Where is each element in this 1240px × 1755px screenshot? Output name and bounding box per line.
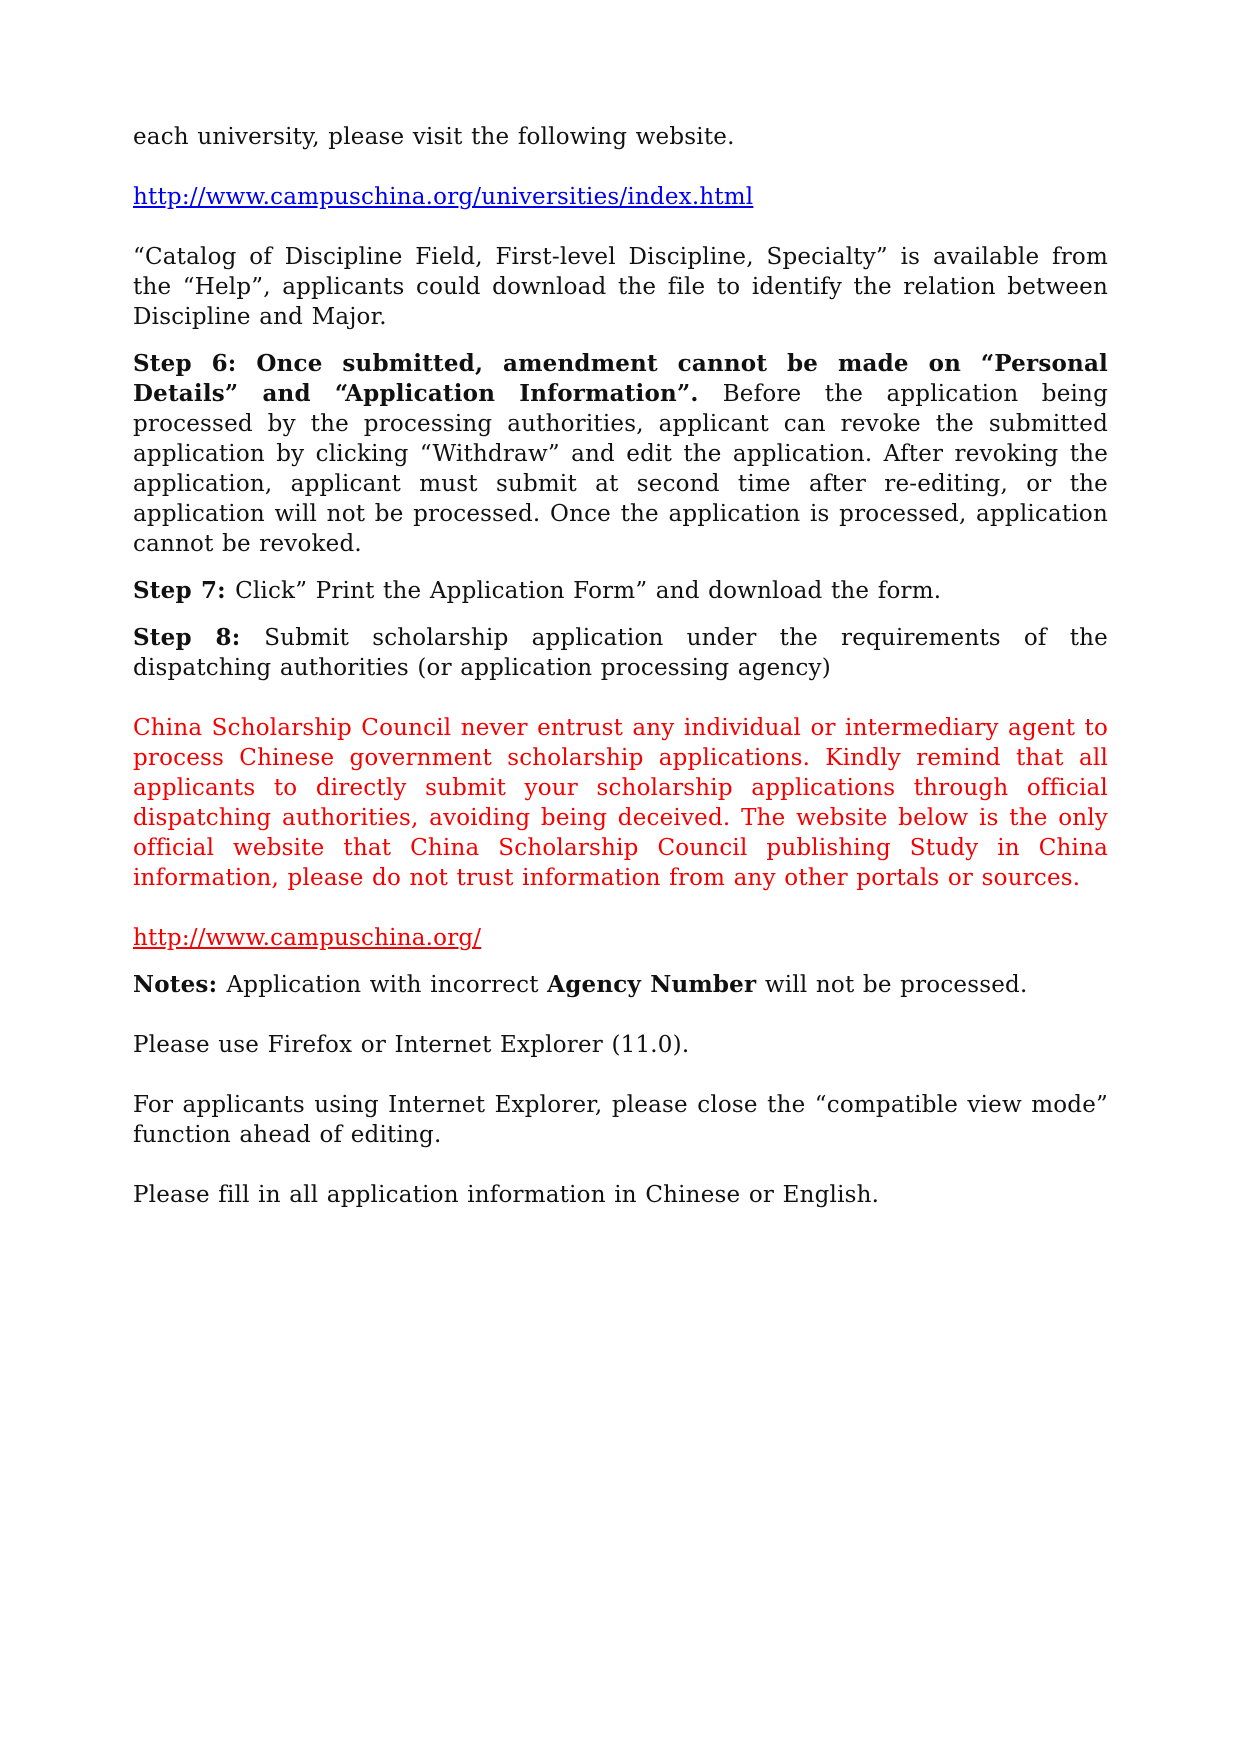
step8-heading: Step 8: [133,624,265,651]
paragraph-step7 [133,576,1108,606]
link-campuschina[interactable]: http://www.campuschina.org/ [133,925,482,951]
paragraph-warning-red: China Scholarship Council never entrust any individual or intermediary agent to process Chinese government scholarship applications. Kindly remind that all applicants to directly submit your scholarship applications through official dispatching authorities, avoiding being deceived. The website below is the only official website that China Scholarship Council publishing Study in China information, please do not trust information from any other portals or sources. [133,715,1108,891]
notes-body-2: will not be processed. [756,972,1028,998]
paragraph-ie-mode: For applicants using Internet Explorer, please close the “compatible view mode” function ahead of editing. [133,1092,1108,1148]
step7-heading: Step 7: [133,577,236,604]
paragraph-step8 [133,623,1108,683]
link-universities-index[interactable]: http://www.campuschina.org/universities/index.html [133,184,754,210]
paragraph-language: Please fill in all application information in Chinese or English. [133,1182,880,1208]
step6-body: Before the application being processed by the processing authorities, applicant can revoke the submitted application by clicking “Withdraw” and edit the application. After revoking the application, applicant must submit at second time after re-editing, or the application will not be processed. Once the application is processed, application cannot be revoked. [133,381,1108,557]
notes-agency-number: Agency Number [547,971,757,998]
paragraph-catalog: “Catalog of Discipline Field, First-level Discipline, Specialty” is available from the “Help”, applicants could download the file to identify the relation between Discipline and Major. [133,244,1108,330]
step8-body: Submit scholarship application under the requirements of the dispatching authorities (or application processing agency) [133,625,1108,681]
paragraph-link-campuschina [133,923,1108,953]
step7-body: Click” Print the Application Form” and download the form. [235,578,942,604]
paragraph-notes [133,970,1108,1000]
notes-body-1: Application with incorrect [226,972,548,998]
paragraph-link-universities [133,182,1108,212]
paragraph-browser: Please use Firefox or Internet Explorer (11.0). [133,1032,690,1058]
paragraph-intro: each university, please visit the following website. [133,124,735,150]
step6-heading: Step 6: Once submitted, amendment cannot be made on “Personal Details” and “Application Information”. [133,350,1108,407]
paragraph-step6 [133,349,1108,559]
notes-heading: Notes: [133,971,227,998]
